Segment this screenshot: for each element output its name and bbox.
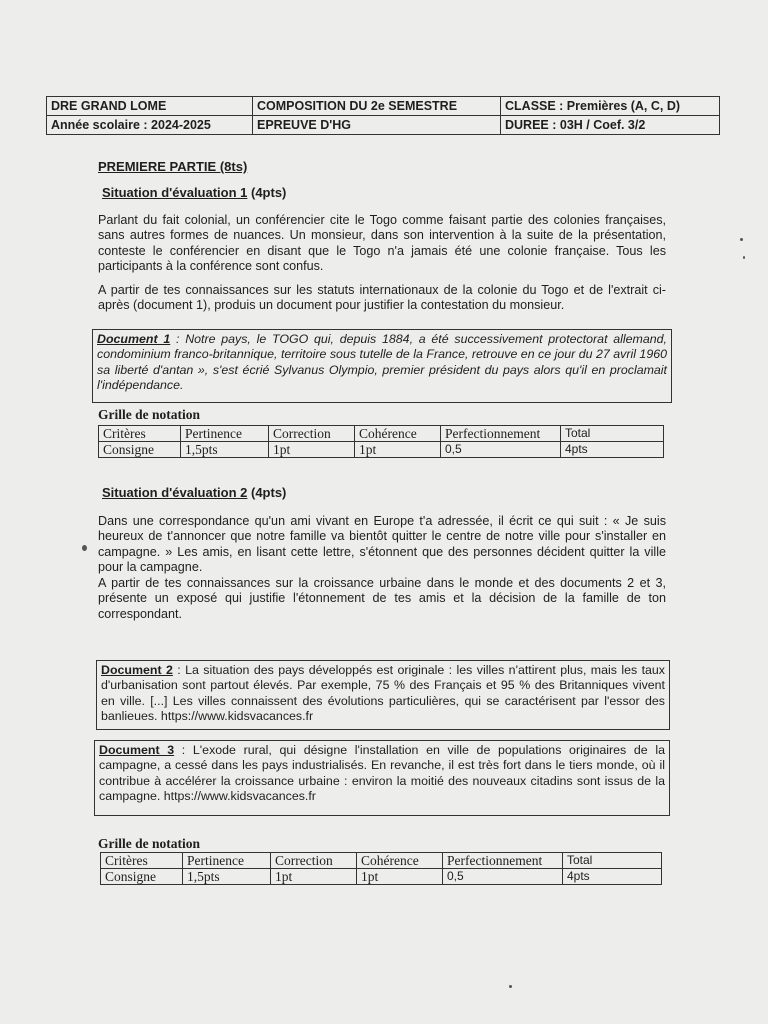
grille-1-table <box>98 425 664 458</box>
grid-header-cell: Pertinence <box>181 426 269 442</box>
document-1-label: Document 1 <box>97 332 171 346</box>
grid-header-cell: Critères <box>101 853 183 869</box>
grid-header-cell: Perfectionnement <box>441 426 561 442</box>
grid-header-cell: Total <box>561 426 664 442</box>
situation-2-paragraph-1: Dans une correspondance qu'un ami vivant en Europe t'a adressée, il écrit ce qui suit : « Je suis heureux de t'annoncer que notre famille va bientôt quitter le centre de notre ville pour s'installer en campagne. » Les amis, en lisant cette lettre, s'étonnent que des personnes décident quitter la ville pour la campagne. <box>98 514 666 575</box>
document-1-sep: : <box>170 332 186 346</box>
situation-2-title <box>102 485 286 500</box>
scan-speck <box>740 238 743 241</box>
situation-1-paragraph-2: A partir de tes connaissances sur les statuts internationaux de la colonie du Togo et de l'extrait ci-après (document 1), produis un document pour justifier la contestation du monsieur. <box>98 283 666 313</box>
grid-cell: 0,5 <box>443 869 563 885</box>
document-1-attribution: s'est écrié Sylvanus Olympio, premier président du pays alors qu'il en proclamait l'indépendance. <box>97 362 667 393</box>
document-2-text: : La situation des pays développés est originale : les villes n'attirent plus, mais les taux d'urbanisation sont partout élevés. Par exemple, 75 % des Français et 95 % des Britanniques vivent en ville. [...] Les villes connaissent des évolutions particulières, qui se caractérisent par l'essor des banlieues. https://www.kidsvacances.fr <box>101 663 665 724</box>
grid-header-cell: Correction <box>269 426 355 442</box>
scan-speck <box>82 545 87 551</box>
document-3-text: : L'exode rural, qui désigne l'installation en ville de populations originaires de la campagne, a cessé dans les pays industrialisés. En revanche, il est très fort dans le tiers monde, où il contribue à accélérer la croissance urbaine : environ la moitié des nouveaux citadins sont issus de la campagne. https://www.kidsvacances.fr <box>99 743 665 804</box>
grid-cell: Consigne <box>99 442 181 458</box>
grid-cell: 1pt <box>355 442 441 458</box>
annee-cell: Année scolaire : 2024-2025 <box>47 116 253 135</box>
grid-cell: 0,5 <box>441 442 561 458</box>
document-2-box <box>96 660 670 730</box>
grid-cell: 1,5pts <box>181 442 269 458</box>
document-1-quote: Notre pays, le TOGO qui, depuis 1884, a été successivement protectorat allemand, condominium franco-britannique, territoire sous tutelle de la France, retrouve en ce jour du 27 avril 1960 sa liberté d'antan », <box>97 332 667 377</box>
grid-header-cell: Pertinence <box>183 853 271 869</box>
grid-cell: 4pts <box>563 869 662 885</box>
grid-cell: 4pts <box>561 442 664 458</box>
classe-cell: CLASSE : Premières (A, C, D) <box>501 97 720 116</box>
grille-2-table <box>100 852 662 885</box>
grid-cell: 1,5pts <box>183 869 271 885</box>
grid-cell: Consigne <box>101 869 183 885</box>
situation-1-points: (4pts) <box>247 185 287 200</box>
situation-1-paragraph-1: Parlant du fait colonial, un conférencier cite le Togo comme faisant partie des colonies françaises, sans autres formes de nuances. Un monsieur, dans son intervention à la suite de la présentation, conteste le conférencier en disant que le Togo n'a jamais été une colonie française. Tous les participants à la conférence sont confus. <box>98 213 666 274</box>
table-row <box>101 853 662 869</box>
table-row <box>99 442 664 458</box>
document-2-label: Document 2 <box>101 663 173 677</box>
grid-header-cell: Correction <box>271 853 357 869</box>
grid-header-cell: Cohérence <box>357 853 443 869</box>
situation-2-points: (4pts) <box>247 485 287 500</box>
situation-2-paragraph-2: A partir de tes connaissances sur la croissance urbaine dans le monde et des documents 2 et 3, présente un exposé qui justifie l'étonnement de tes amis et la décision de la famille de ton correspondant. <box>98 576 666 621</box>
scan-speck <box>743 256 745 259</box>
document-3-label: Document 3 <box>99 743 175 757</box>
table-row <box>101 869 662 885</box>
situation-2-label: Situation d'évaluation 2 <box>102 485 248 500</box>
grid-cell: 1pt <box>271 869 357 885</box>
epreuve-cell: EPREUVE D'HG <box>253 116 501 135</box>
situation-1-label: Situation d'évaluation 1 <box>102 185 248 200</box>
dre-cell: DRE GRAND LOME <box>47 97 253 116</box>
document-1-box <box>92 329 672 403</box>
grid-cell: 1pt <box>269 442 355 458</box>
grid-header-cell: Cohérence <box>355 426 441 442</box>
duree-cell: DUREE : 03H / Coef. 3/2 <box>501 116 720 135</box>
grid-header-cell: Perfectionnement <box>443 853 563 869</box>
scan-speck <box>509 985 512 988</box>
grille-2-title: Grille de notation <box>98 836 200 851</box>
part-title: PREMIERE PARTIE (8ts) <box>98 159 248 174</box>
situation-1-title <box>102 185 286 200</box>
exam-header-table <box>46 96 720 135</box>
grid-header-cell: Total <box>563 853 662 869</box>
grid-cell: 1pt <box>357 869 443 885</box>
grid-header-cell: Critères <box>99 426 181 442</box>
table-row <box>99 426 664 442</box>
document-3-box <box>94 740 670 816</box>
grille-1-title: Grille de notation <box>98 407 200 422</box>
composition-cell: COMPOSITION DU 2e SEMESTRE <box>253 97 501 116</box>
